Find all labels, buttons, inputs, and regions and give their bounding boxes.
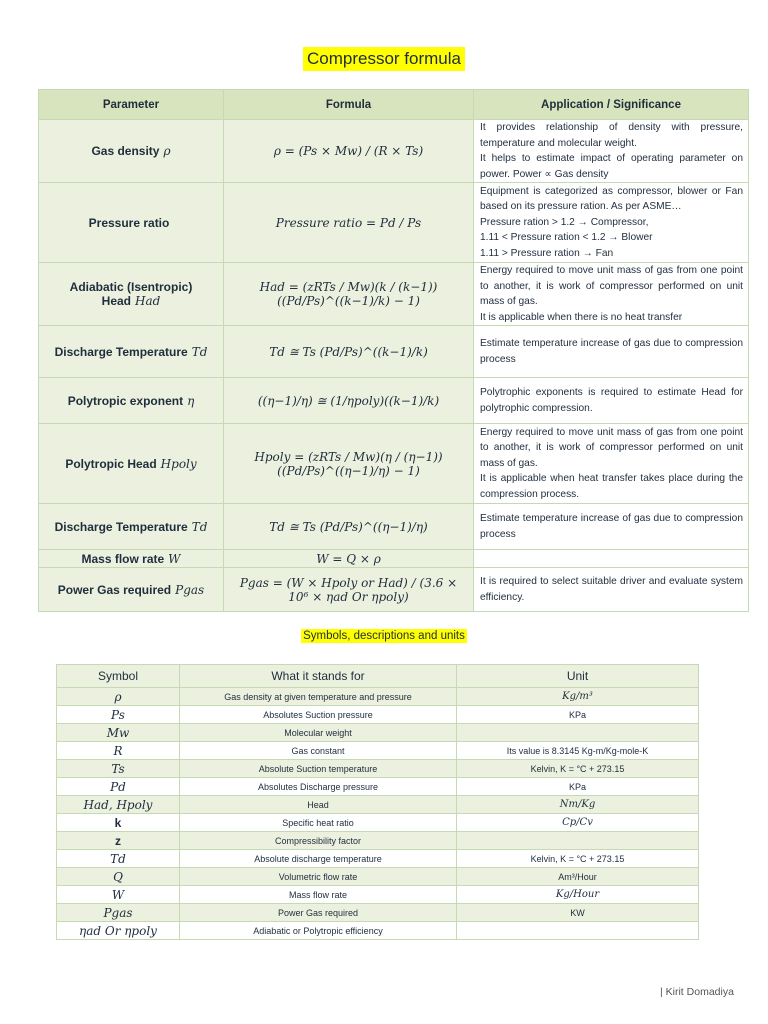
symbol-cell: k (57, 814, 180, 832)
unit-cell: KPa (457, 778, 699, 796)
application-cell (474, 183, 749, 263)
description-cell: Absolute Suction temperature (180, 760, 457, 778)
description-cell: Compressibility factor (180, 832, 457, 850)
formula-cell: ρ = (Ps × Mw) / (R × Ts) (224, 120, 474, 183)
formula-row (39, 504, 749, 550)
description-cell: Power Gas required (180, 904, 457, 922)
parameter-symbol: W (168, 551, 181, 566)
formula-row (39, 263, 749, 326)
parameter-name: Mass flow rate (81, 551, 165, 566)
application-text: Estimate temperature increase of gas due to compression process (480, 513, 743, 540)
symbol-row (57, 850, 699, 868)
symbol-cell: ηad Or ηpoly (57, 922, 180, 940)
symbol-row (57, 796, 699, 814)
parameter-name: Discharge Temperature (54, 519, 188, 534)
parameter-cell (39, 120, 224, 183)
application-text: It is required to select suitable driver and evaluate system efficiency. (480, 576, 743, 603)
header-symbol: Symbol (57, 665, 180, 688)
symbol-cell: Ps (57, 706, 180, 724)
formula-cell: Had = (zRTs / Mw)(k / (k−1))((Pd/Ps)^((k−1)/k) − 1) (224, 263, 474, 326)
unit-cell: KPa (457, 706, 699, 724)
parameter-cell (39, 263, 224, 326)
application-text: Energy required to move unit mass of gas from one point to another, it is work of compressor performed on unit mass of gas. (480, 265, 743, 307)
parameter-cell (39, 326, 224, 378)
formula-cell: W = Q × ρ (224, 550, 474, 568)
formula-cell: Td ≅ Ts (Pd/Ps)^((η−1)/η) (224, 504, 474, 550)
application-text: Polytrophic exponents is required to estimate Head for polytrophic compression. (480, 387, 743, 414)
application-cell (474, 120, 749, 183)
parameter-symbol: Hpoly (160, 456, 197, 471)
unit-cell (457, 832, 699, 850)
formula-row (39, 183, 749, 263)
symbol-cell: Ts (57, 760, 180, 778)
description-cell: Absolutes Discharge pressure (180, 778, 457, 796)
application-cell (474, 424, 749, 504)
parameter-name: Power Gas required (57, 582, 172, 597)
unit-cell: Kelvin, K = °C + 273.15 (457, 760, 699, 778)
symbol-row (57, 724, 699, 742)
description-cell: Molecular weight (180, 724, 457, 742)
formula-row (39, 550, 749, 568)
parameter-cell (39, 568, 224, 612)
application-cell (474, 263, 749, 326)
parameter-name: Polytropic exponent (67, 393, 184, 408)
symbol-cell: Had, Hpoly (57, 796, 180, 814)
symbol-cell: ρ (57, 688, 180, 706)
header-unit: Unit (457, 665, 699, 688)
unit-cell: Nm/Kg (457, 796, 699, 814)
parameter-name: Polytropic Head (65, 456, 157, 471)
parameter-cell (39, 424, 224, 504)
application-text: Estimate temperature increase of gas due to compression process (480, 338, 743, 365)
description-cell: Adiabatic or Polytropic efficiency (180, 922, 457, 940)
unit-cell (457, 922, 699, 940)
header-formula: Formula (224, 90, 474, 120)
parameter-symbol: Td (191, 519, 208, 534)
formula-row (39, 568, 749, 612)
header-parameter: Parameter (39, 90, 224, 120)
application-text: It helps to estimate impact of operating parameter on power. Power ∝ Gas density (480, 153, 743, 180)
symbol-row (57, 904, 699, 922)
application-text: 1.11 < Pressure ration < 1.2 → Blower (480, 232, 653, 244)
symbol-row (57, 760, 699, 778)
unit-cell: Kg/Hour (457, 886, 699, 904)
page-title: Compressor formula (303, 47, 465, 71)
parameter-name: Discharge Temperature (54, 344, 188, 359)
symbols-table-header (57, 665, 699, 688)
formula-row (39, 378, 749, 424)
symbol-row (57, 868, 699, 886)
symbol-cell: R (57, 742, 180, 760)
formula-row (39, 424, 749, 504)
description-cell: Mass flow rate (180, 886, 457, 904)
symbol-row (57, 922, 699, 940)
parameter-name: Gas density (91, 144, 160, 158)
description-cell: Gas constant (180, 742, 457, 760)
application-text: 1.11 > Pressure ration → Fan (480, 247, 614, 259)
symbol-row (57, 688, 699, 706)
application-cell (474, 568, 749, 612)
application-text: Pressure ration > 1.2 → Compressor, (480, 216, 649, 228)
symbol-row (57, 778, 699, 796)
application-text: It provides relationship of density with pressure, temperature and molecular weight. (480, 122, 743, 149)
formula-table-header (39, 90, 749, 120)
unit-cell: Kelvin, K = °C + 273.15 (457, 850, 699, 868)
unit-cell: Kg/m³ (457, 688, 699, 706)
parameter-cell (39, 183, 224, 263)
symbol-cell: Pd (57, 778, 180, 796)
description-cell: Head (180, 796, 457, 814)
parameter-name: Adiabatic (Isentropic) Head (69, 280, 193, 308)
symbol-row (57, 814, 699, 832)
parameter-cell (39, 504, 224, 550)
symbol-cell: W (57, 886, 180, 904)
application-cell (474, 504, 749, 550)
application-cell (474, 550, 749, 568)
symbol-row (57, 832, 699, 850)
symbol-row (57, 742, 699, 760)
application-text: Equipment is categorized as compressor, blower or Fan based on its pressure ration. As per ASME… (480, 185, 743, 213)
parameter-name: Pressure ratio (88, 215, 170, 230)
formula-cell: Pressure ratio = Pd / Ps (224, 183, 474, 263)
header-description: What it stands for (180, 665, 457, 688)
unit-cell (457, 724, 699, 742)
section-subtitle: Symbols, descriptions and units (303, 630, 465, 642)
formula-row (39, 326, 749, 378)
unit-cell: Its value is 8.3145 Kg-m/Kg-mole-K (457, 742, 699, 760)
application-cell (474, 326, 749, 378)
parameter-cell (39, 378, 224, 424)
description-cell: Absolutes Suction pressure (180, 706, 457, 724)
symbol-cell: Mw (57, 724, 180, 742)
formula-cell: Td ≅ Ts (Pd/Ps)^((k−1)/k) (224, 326, 474, 378)
application-cell (474, 378, 749, 424)
symbol-cell: Q (57, 868, 180, 886)
parameter-symbol: Td (191, 344, 208, 359)
description-cell: Volumetric flow rate (180, 868, 457, 886)
symbol-cell: z (57, 832, 180, 850)
unit-cell: Am³/Hour (457, 868, 699, 886)
symbol-row (57, 706, 699, 724)
unit-cell: Cp/Cv (457, 814, 699, 832)
formula-cell: Hpoly = (zRTs / Mw)(η / (η−1))((Pd/Ps)^((η−1)/η) − 1) (224, 424, 474, 504)
description-cell: Absolute discharge temperature (180, 850, 457, 868)
parameter-symbol: ρ (163, 144, 171, 158)
description-cell: Gas density at given temperature and pressure (180, 688, 457, 706)
description-cell: Specific heat ratio (180, 814, 457, 832)
application-text: It is applicable when there is no heat transfer (480, 311, 683, 323)
symbols-table (56, 664, 699, 940)
application-text: Energy required to move unit mass of gas from one point to another, it is work of compressor performed on unit mass of gas. (480, 426, 743, 469)
symbol-row (57, 886, 699, 904)
unit-cell: KW (457, 904, 699, 922)
parameter-symbol: η (187, 393, 195, 408)
application-text: It is applicable when heat transfer takes place during the compression process. (480, 473, 743, 500)
parameter-symbol: Pgas (175, 582, 205, 597)
formula-row (39, 120, 749, 183)
symbol-cell: Td (57, 850, 180, 868)
symbol-cell: Pgas (57, 904, 180, 922)
formula-cell: Pgas = (W × Hpoly or Had) / (3.6 × 10⁶ × ηad Or ηpoly) (224, 568, 474, 612)
parameter-cell (39, 550, 224, 568)
formula-table (38, 89, 749, 612)
author-footer: | Kirit Domadiya (660, 986, 734, 998)
parameter-symbol: Had (135, 294, 161, 308)
formula-cell: ((η−1)/η) ≅ (1/ηpoly)((k−1)/k) (224, 378, 474, 424)
header-application: Application / Significance (474, 90, 749, 120)
